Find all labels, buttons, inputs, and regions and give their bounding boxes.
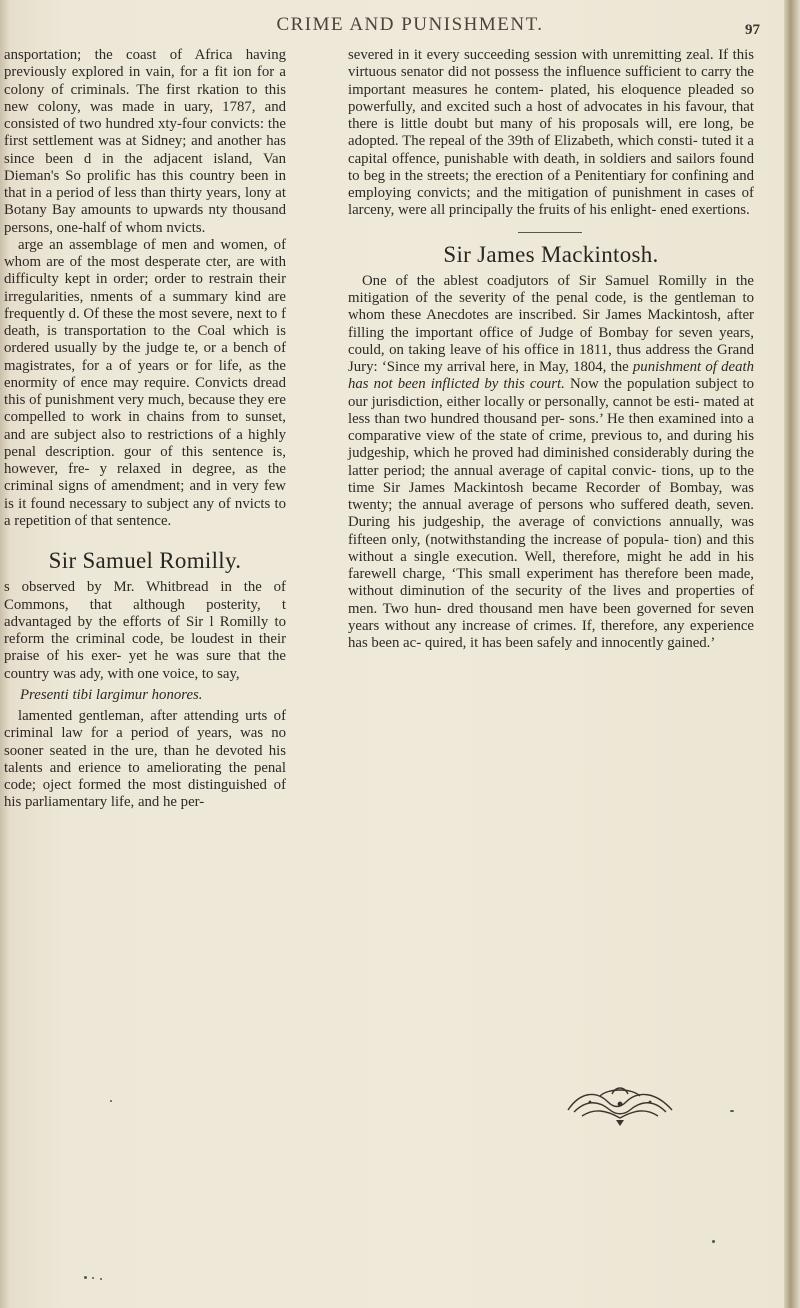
section-divider xyxy=(348,224,754,230)
right-column xyxy=(348,47,754,652)
running-head: CRIME AND PUNISHMENT. xyxy=(276,14,544,35)
right-paragraph-2-text-a: One of the ablest coadjutors of Sir Samuel Romilly in the mitigation of the severity of the penal code, is the gentleman to whom these Anecdotes are inscribed. Sir James Mackintosh, after filling the important office of Judge of Bombay for seven years, could, on taking leave of his office in 1811, thus address the Grand Jury: ‘Since my arrival here, in May, 1804, the xyxy=(348,272,754,375)
right-paragraph-2 xyxy=(348,273,754,653)
ornament-icon xyxy=(560,1082,680,1130)
page-gutter xyxy=(784,0,800,1308)
latin-quote: Presenti tibi largimur honores. xyxy=(20,686,203,703)
section-heading-mackintosh: Sir James Mackintosh. xyxy=(443,241,659,267)
left-column xyxy=(4,47,286,812)
left-paragraph-1: ansportation; the coast of Africa having previously explored in vain, for a fit ion for a colony of criminals. The first rkation to this new colony, was made in uary, 1787, and consisted of two hundred xty-four convicts: the first settlement was at Sidney; and another has since been d in the adjacent island, Van Dieman's So prolific has this country been in that in a period of less than thirty years, lony at Botany Bay amounts to upwards nty thousand persons, one-half of whom nvicts. xyxy=(4,47,286,236)
left-paragraph-4: lamented gentleman, after attending urts of criminal law for a period of years, was no sooner seated in the ure, than he devoted his talents and erience to ameliorating the penal code; oject formed the most distinguished of his parliamentary life, and he per- xyxy=(4,708,286,811)
right-paragraph-2-text-b: Now the population subject to our jurisdiction, either locally or personally, cannot be esti- mated at less than two hundred thousand per- sons.’ He then examined into a comparative view of the state of crime, previous to, and during his judgeship, which he proved had diminished considerably during the latter period; the annual average of capital convic- tions, up to the time Sir James Mackintosh became Recorder of Bombay, was twenty; the annual average of persons who suffered death, seven. During his judgeship, the average of convictions annually, was fifteen only, (notwithstanding the increase of popula- tion) and this without a single execution. Well, therefore, might he add in his farewell charge, ‘This small experiment has therefore been made, without diminution of the security of the lives and properties of men. Two hun- dred thousand men have been governed for seven years without any increase of crimes. If, therefore, any experience has been ac- quired, it has been safely and innocently gained.’ xyxy=(348,376,755,651)
page-number: 97 xyxy=(745,22,760,38)
divider-rule xyxy=(518,232,582,233)
left-paragraph-3: s observed by Mr. Whitbread in the of Commons, that although posterity, t advantaged by the efforts of Sir l Romilly to reform the criminal code, be loudest in their praise of his exer- yet he was sure that the country was ady, with one voice, to say, xyxy=(4,579,286,682)
italic-quotation: punishment of death has not been inflicted by this court. xyxy=(348,359,754,393)
section-heading-romilly: Sir Samuel Romilly. xyxy=(48,548,242,573)
right-paragraph-1: severed in it every succeeding session with unremitting zeal. If this virtuous senator did not possess the influence sufficient to carry the important measures he contem- plated, his eloquence pleaded so powerfully, and excited such a host of advocates in his favour, that there is little doubt but many of his proposals will, ere long, be adopted. The repeal of the 39th of Elizabeth, which consti- tuted it a capital offence, punishable with death, in soldiers and sailors found to beg in the streets; the erection of a Penitentiary for confining and employing convicts; and the mitigation of punishment in cases of larceny, were all principally the fruits of his enlight- ened exertions. xyxy=(348,47,754,219)
left-paragraph-2: arge an assemblage of men and women, of whom are of the most desperate cter, are with difficulty kept in order; order to restrain their irregularities, nments of a summary kind are frequently d. Of these the most severe, next to f death, is transportation to the Coal which is ordered usually by the judge te, or a bench of magistrates, for a of years or for life, as the enormity of ence may require. Convicts dread this of punishment very much, because they ere compelled to work in chains from to sunset, and are subject also to restrictions of a highly penal description. gour of this sentence is, however, fre- y relaxed in degree, as the criminal signs of amendment; and in very few is it found necessary to subject any of nvicts to a repetition of that sentence. xyxy=(4,236,286,529)
